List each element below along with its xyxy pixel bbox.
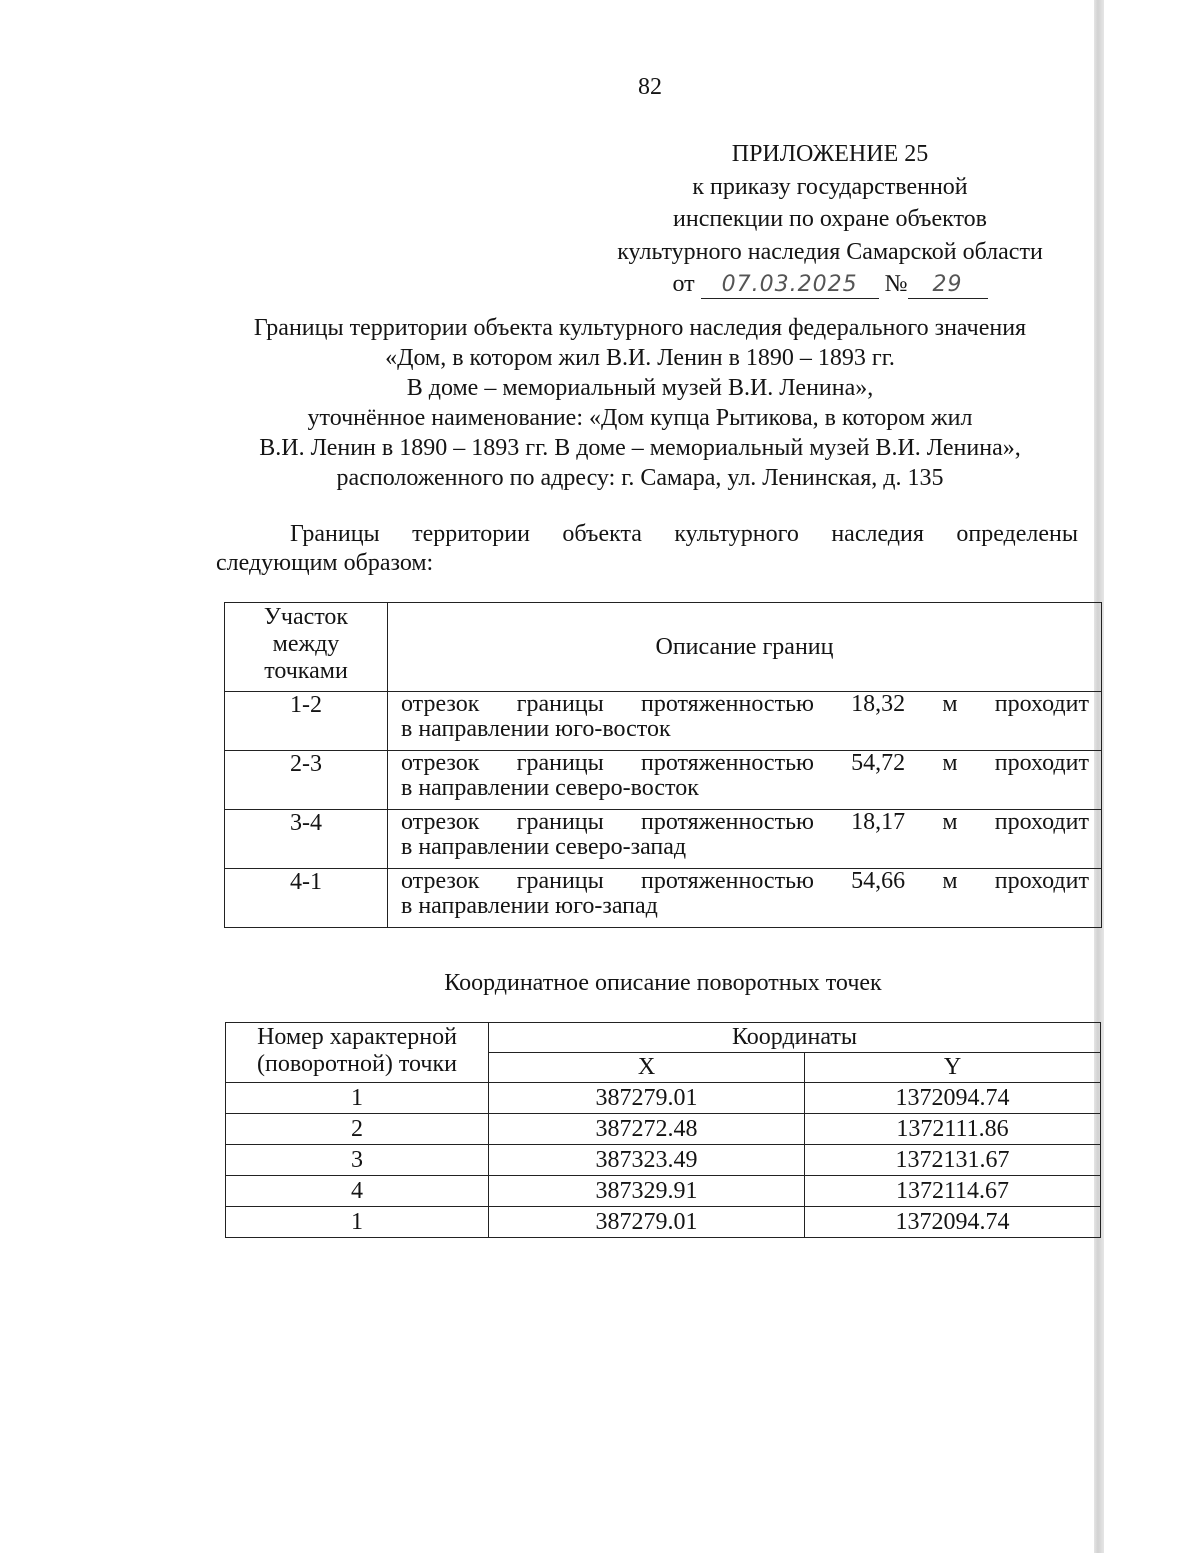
coordinates-header-row	[226, 1023, 1101, 1053]
appendix-line: инспекции по охране объектов	[673, 206, 987, 232]
x-cell: 387279.01	[489, 1207, 805, 1238]
desc-unit: м	[942, 691, 958, 717]
desc-word: проходит	[994, 868, 1089, 894]
desc-word: проходит	[994, 691, 1089, 717]
point-cell: 3	[226, 1145, 489, 1176]
table-row	[226, 1207, 1101, 1238]
desc-length: 18,17	[851, 809, 906, 835]
desc-word: проходит	[994, 750, 1089, 776]
desc-word: проходит	[994, 809, 1089, 835]
intro-line-1	[216, 520, 1078, 549]
description-cell	[388, 751, 1102, 810]
document-title	[200, 313, 1080, 493]
table-row	[226, 1145, 1101, 1176]
intro-word: Границы	[290, 521, 380, 547]
appendix-header	[560, 138, 1100, 301]
order-number-field	[908, 271, 988, 299]
order-date-handwritten: 07.03.2025	[721, 272, 858, 297]
boundaries-header-row	[225, 603, 1102, 692]
description-header: Описание границ	[388, 603, 1102, 692]
order-date-number-line	[560, 268, 1100, 301]
segment-cell: 1-2	[225, 692, 388, 751]
segment-cell: 4-1	[225, 869, 388, 928]
description-cell	[388, 692, 1102, 751]
title-line: Границы территории объекта культурного наследия федерального значения	[253, 315, 1027, 341]
x-cell: 387279.01	[489, 1083, 805, 1114]
desc-direction: в направлении юго-запад	[401, 893, 658, 919]
desc-word: отрезок	[401, 750, 480, 776]
intro-paragraph	[216, 520, 1078, 578]
segment-header-line: точками	[264, 658, 348, 684]
point-cell: 4	[226, 1176, 489, 1207]
intro-word: культурного	[674, 521, 799, 547]
title-line: расположенного по адресу: г. Самара, ул. Ленинская, д. 135	[336, 465, 944, 491]
desc-length: 18,32	[851, 691, 906, 717]
segment-header-line: Участок	[263, 604, 349, 630]
desc-word: границы	[516, 809, 604, 835]
x-cell: 387329.91	[489, 1176, 805, 1207]
segment-cell: 3-4	[225, 810, 388, 869]
segment-cell: 2-3	[225, 751, 388, 810]
desc-unit: м	[942, 750, 958, 776]
desc-unit: м	[942, 868, 958, 894]
desc-word: границы	[516, 691, 604, 717]
coordinates-header: Координаты	[489, 1023, 1101, 1053]
desc-length: 54,66	[851, 868, 906, 894]
page-number: 82	[638, 74, 662, 100]
desc-direction: в направлении северо-восток	[401, 775, 699, 801]
desc-word: отрезок	[401, 809, 480, 835]
point-header-line: (поворотной) точки	[257, 1051, 457, 1077]
order-number-handwritten: 29	[932, 272, 963, 297]
title-line: В.И. Ленин в 1890 – 1893 гг. В доме – мемориальный музей В.И. Ленина»,	[259, 435, 1021, 461]
x-cell: 387272.48	[489, 1114, 805, 1145]
point-cell: 2	[226, 1114, 489, 1145]
table-row	[225, 869, 1102, 928]
title-line: уточнённое наименование: «Дом купца Рытикова, в котором жил	[307, 405, 973, 431]
segment-header-line: между	[272, 631, 340, 657]
coordinates-title: Координатное описание поворотных точек	[444, 970, 882, 996]
intro-word: территории	[412, 521, 530, 547]
description-cell	[388, 869, 1102, 928]
table-row	[226, 1083, 1101, 1114]
desc-direction: в направлении юго-восток	[401, 716, 671, 742]
order-date-field	[701, 271, 879, 299]
table-row	[226, 1176, 1101, 1207]
desc-word: протяженностью	[640, 868, 814, 894]
table-row	[226, 1114, 1101, 1145]
x-header: X	[489, 1053, 805, 1083]
desc-word: протяженностью	[640, 750, 814, 776]
date-prefix: от	[672, 271, 695, 297]
desc-word: протяженностью	[640, 691, 814, 717]
intro-word: объекта	[562, 521, 642, 547]
desc-word: границы	[516, 750, 604, 776]
number-prefix: №	[884, 271, 908, 297]
point-header-line: Номер характерной	[257, 1024, 457, 1050]
y-cell: 1372131.67	[805, 1145, 1101, 1176]
y-header: Y	[805, 1053, 1101, 1083]
y-cell: 1372094.74	[805, 1083, 1101, 1114]
appendix-line: культурного наследия Самарской области	[617, 238, 1043, 265]
desc-word: протяженностью	[640, 809, 814, 835]
point-number-header	[226, 1023, 489, 1083]
desc-direction: в направлении северо-запад	[401, 834, 687, 860]
intro-word: определены	[956, 521, 1078, 547]
table-row	[225, 751, 1102, 810]
x-cell: 387323.49	[489, 1145, 805, 1176]
title-line: «Дом, в котором жил В.И. Ленин в 1890 – 1893 гг.	[385, 345, 895, 371]
boundaries-table	[224, 602, 1102, 928]
coordinates-table	[225, 1022, 1101, 1238]
desc-word: отрезок	[401, 691, 480, 717]
appendix-line: к приказу государственной	[692, 173, 968, 200]
intro-line-2: следующим образом:	[216, 550, 434, 576]
desc-word: границы	[516, 868, 604, 894]
description-cell	[388, 810, 1102, 869]
table-row	[225, 810, 1102, 869]
intro-word: наследия	[831, 521, 924, 547]
segment-header	[225, 603, 388, 692]
table-row	[225, 692, 1102, 751]
point-cell: 1	[226, 1207, 489, 1238]
y-cell: 1372094.74	[805, 1207, 1101, 1238]
appendix-title: ПРИЛОЖЕНИЕ 25	[731, 141, 929, 167]
point-cell: 1	[226, 1083, 489, 1114]
title-line: В доме – мемориальный музей В.И. Ленина»,	[406, 375, 874, 401]
desc-length: 54,72	[851, 750, 906, 776]
desc-word: отрезок	[401, 868, 480, 894]
y-cell: 1372114.67	[805, 1176, 1101, 1207]
y-cell: 1372111.86	[805, 1114, 1101, 1145]
desc-unit: м	[942, 809, 958, 835]
